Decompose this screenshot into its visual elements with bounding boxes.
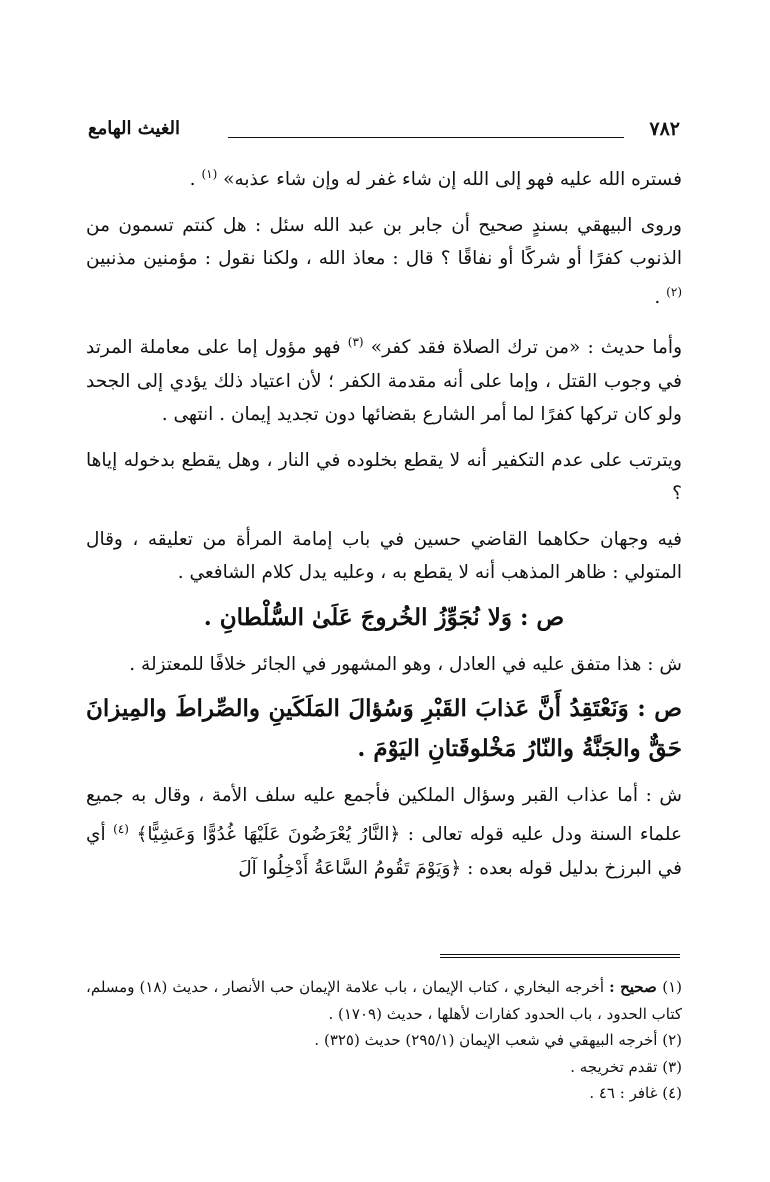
matn-heading: ص : وَلا نُجَوِّزُ الخُروجَ عَلَىٰ السُّلْطانِ . [203, 603, 565, 631]
footnote-number: (٤) [662, 1084, 682, 1102]
paragraph-tail: . [189, 169, 196, 191]
footnote-ref: (٢) [666, 284, 682, 299]
footnote [86, 1054, 682, 1081]
footnote-number: (٣) [662, 1057, 682, 1076]
paragraph-text: وأما حديث : «من ترك الصلاة فقد كفر» [370, 337, 683, 359]
paragraph [86, 209, 682, 315]
footnote-text: تقدم تخريجه . [570, 1057, 663, 1076]
sharh-paragraph [86, 779, 682, 885]
footnote-text: غافر : ٤٦ . [589, 1084, 663, 1102]
footnote-text: أخرجه البخاري ، كتاب الإيمان ، باب علامة الإيمان حب الأنصار ، حديث (١٨) ومسلم، كتاب الحدود ، باب الحدود كفارات لأهلها ، حديث (١٧٠٩) . [86, 978, 682, 1023]
footnote-divider [440, 954, 680, 958]
footnote-grade: صحيح : [609, 978, 663, 996]
running-title: الغيث الهامع [88, 118, 181, 139]
footnote-ref: (٤) [113, 821, 129, 836]
paragraph-text: فستره الله عليه فهو إلى الله إن شاء غفر له وإن شاء عذبه» [223, 169, 682, 191]
footnote-number: (١) [662, 978, 682, 996]
footnote [86, 1080, 682, 1107]
sharh-paragraph: ش : هذا متفق عليه في العادل ، وهو المشهور في الجائر خلافًا للمعتزلة . [129, 653, 682, 675]
header-rule [228, 137, 624, 138]
paragraph-text: فهو مؤول إما على معاملة المرتد في وجوب القتل ، وإما على أنه مقدمة الكفر ؛ لأن اعتياد ذلك يؤدي إلى الجحد ولو كان تركها كفرًا لما أمر الشارع بقضائها دون تجديد إيمان . انتهى . [86, 337, 682, 426]
paragraph [86, 158, 682, 197]
paragraph-text: وروى البيهقي بسندٍ صحيح أن جابر بن عبد الله سئل : هل كنتم تسمون من الذنوب كفرًا أو شركًا أو نفاقًا ؟ قال : معاذ الله ، ولكنا نقول : مؤمنين مذنبين [86, 214, 682, 270]
footnote [86, 974, 682, 1027]
paragraph-tail: . [654, 286, 661, 308]
page-number: ٧٨٢ [649, 118, 680, 140]
page-header [88, 118, 680, 148]
main-text [86, 158, 682, 897]
footnotes [86, 974, 682, 1107]
footnote-ref: (٣) [347, 335, 364, 350]
paragraph [86, 523, 682, 590]
paragraph-text: أي في البرزخ بدليل قوله بعده : ﴿وَيَوْمَ تَقُومُ السَّاعَةُ أَدْخِلُوا آلَ [86, 824, 682, 879]
paragraph-text: ويترتب على عدم التكفير أنه لا يقطع بخلوده في النار ، وهل يقطع بدخوله إياها ؟ [86, 449, 682, 505]
paragraph-text: فيه وجهان حكاهما القاضي حسين في باب إمامة المرأة من تعليقه ، وقال المتولي : ظاهر المذهب أنه لا يقطع به ، وعليه يدل كلام الشافعي . [86, 528, 682, 584]
footnote-text: أخرجه البيهقي في شعب الإيمان (٢٩٥/١) حديث (٣٢٥) . [314, 1031, 663, 1049]
footnote-number: (٢) [662, 1031, 682, 1049]
paragraph [86, 444, 682, 511]
paragraph-text: ش : أما عذاب القبر وسؤال الملكين فأجمع عليه سلف الأمة ، وقال به جميع علماء السنة ودل عليه قوله تعالى : ﴿النَّارُ يُعْرَضُونَ عَلَيْهَا غُدُوًّا وَعَشِيًّا﴾ [86, 785, 683, 846]
matn-heading: ص : وَنَعْتَقِدُ أَنَّ عَذابَ القَبْرِ وَسُؤالَ المَلَكَينِ والصِّراطَ والمِيزانَ حَقٌّ والجَنَّةُ والنّارُ مَخْلوقَتانِ اليَوْمَ . [86, 695, 682, 763]
footnote-ref: (١) [201, 167, 218, 181]
footnote [86, 1027, 682, 1054]
paragraph [86, 326, 682, 432]
